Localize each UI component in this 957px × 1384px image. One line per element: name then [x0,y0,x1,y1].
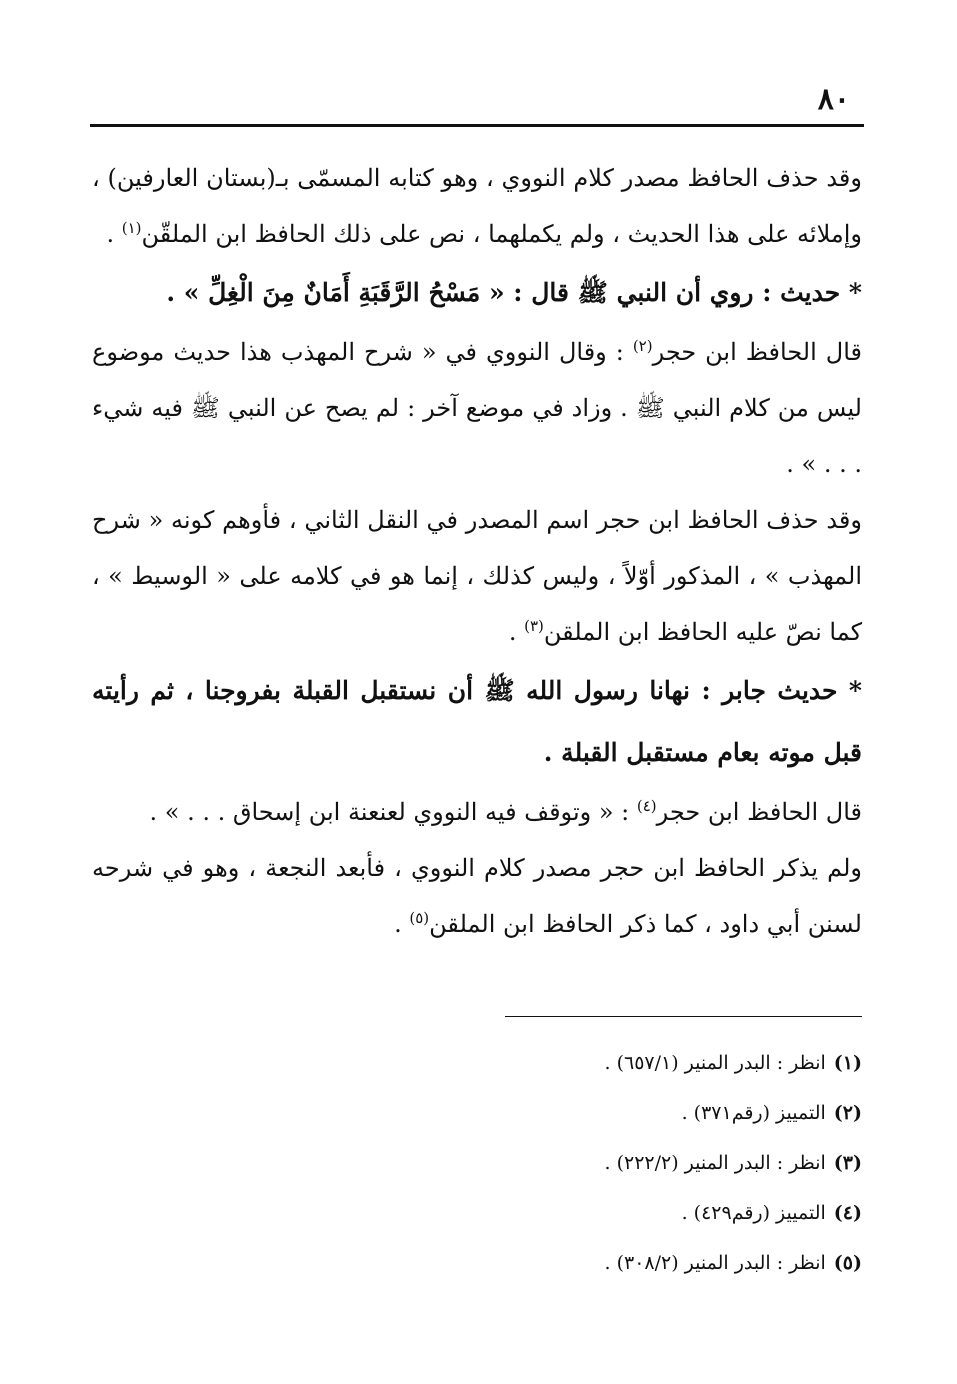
paragraph-4: قال الحافظ ابن حجر$^{(٤)}$ : « وتوقف فيه النووي لعنعنة ابن إسحاق . . . » . [149,797,862,826]
paragraph-3: وقد حذف الحافظ ابن حجر اسم المصدر في النقل الثاني ، فأوهم كونه « شرح المهذب » ، المذكور أوّلاً ، وليس كذلك ، إنما هو في كلامه على « الوسيط » ، كما نصّ عليه الحافظ ابن الملقن$^{(٣)}$ . [92,506,862,646]
footnote-ref-2: (٢) [632,337,653,355]
footnote-5: (٥)انظر : البدر المنير (٣٠٨/٢) . [604,1252,862,1274]
paragraph-2: قال الحافظ ابن حجر$^{(٢)}$ : وقال النووي في « شرح المهذب هذا حديث موضوع ليس من كلام النبي ﷺ . وزاد في موضع آخر : لم يصح عن النبي ﷺ فيه شيء . . . » . [92,337,862,478]
footnote-1: (١)انظر : البدر المنير (٦٥٧/١) . [604,1052,862,1074]
page-number: ٨٠ [817,82,850,117]
footnote-ref-5: (٥) [409,909,430,927]
hadith-heading-2: * حديث جابر : نهانا رسول الله ﷺ أن نستقبل القبلة بفروجنا ، ثم رأيته قبل موته بعام مستقبل القبلة . [92,676,862,767]
footnote-separator [505,1016,862,1017]
paragraph-5: ولم يذكر الحافظ ابن حجر مصدر كلام النووي ، فأبعد النجعة ، وهو في شرحه لسنن أبي داود ، كما ذكر الحافظ ابن الملقن$^{(٥)}$ . [92,854,862,938]
footnote-ref-1: (١) [121,219,142,237]
footnote-ref-3: (٣) [524,617,544,635]
footnote-ref-4: (٤) [636,797,657,815]
page-header [90,84,864,127]
paragraph-1: وقد حذف الحافظ مصدر كلام النووي ، وهو كتابه المسمّى بـ(بستان العارفين) ، وإملائه على هذا الحديث ، ولم يكملهما ، نص على ذلك الحافظ ابن الملقّن$^{(١)}$ . [92,164,862,248]
hadith-heading-1: * حديث : روي أن النبي ﷺ قال : « مَسْحُ الرَّقَبَةِ أَمَانٌ مِنَ الْغِلِّ » . [166,278,862,307]
main-text [92,150,862,952]
footnote-3: (٣)انظر : البدر المنير (٢٢٢/٢) . [604,1152,862,1174]
footnotes [92,1038,862,1288]
footnote-4: (٤)التمييز (رقم٤٢٩) . [681,1202,862,1224]
footnote-2: (٢)التمييز (رقم٣٧١) . [681,1102,862,1124]
